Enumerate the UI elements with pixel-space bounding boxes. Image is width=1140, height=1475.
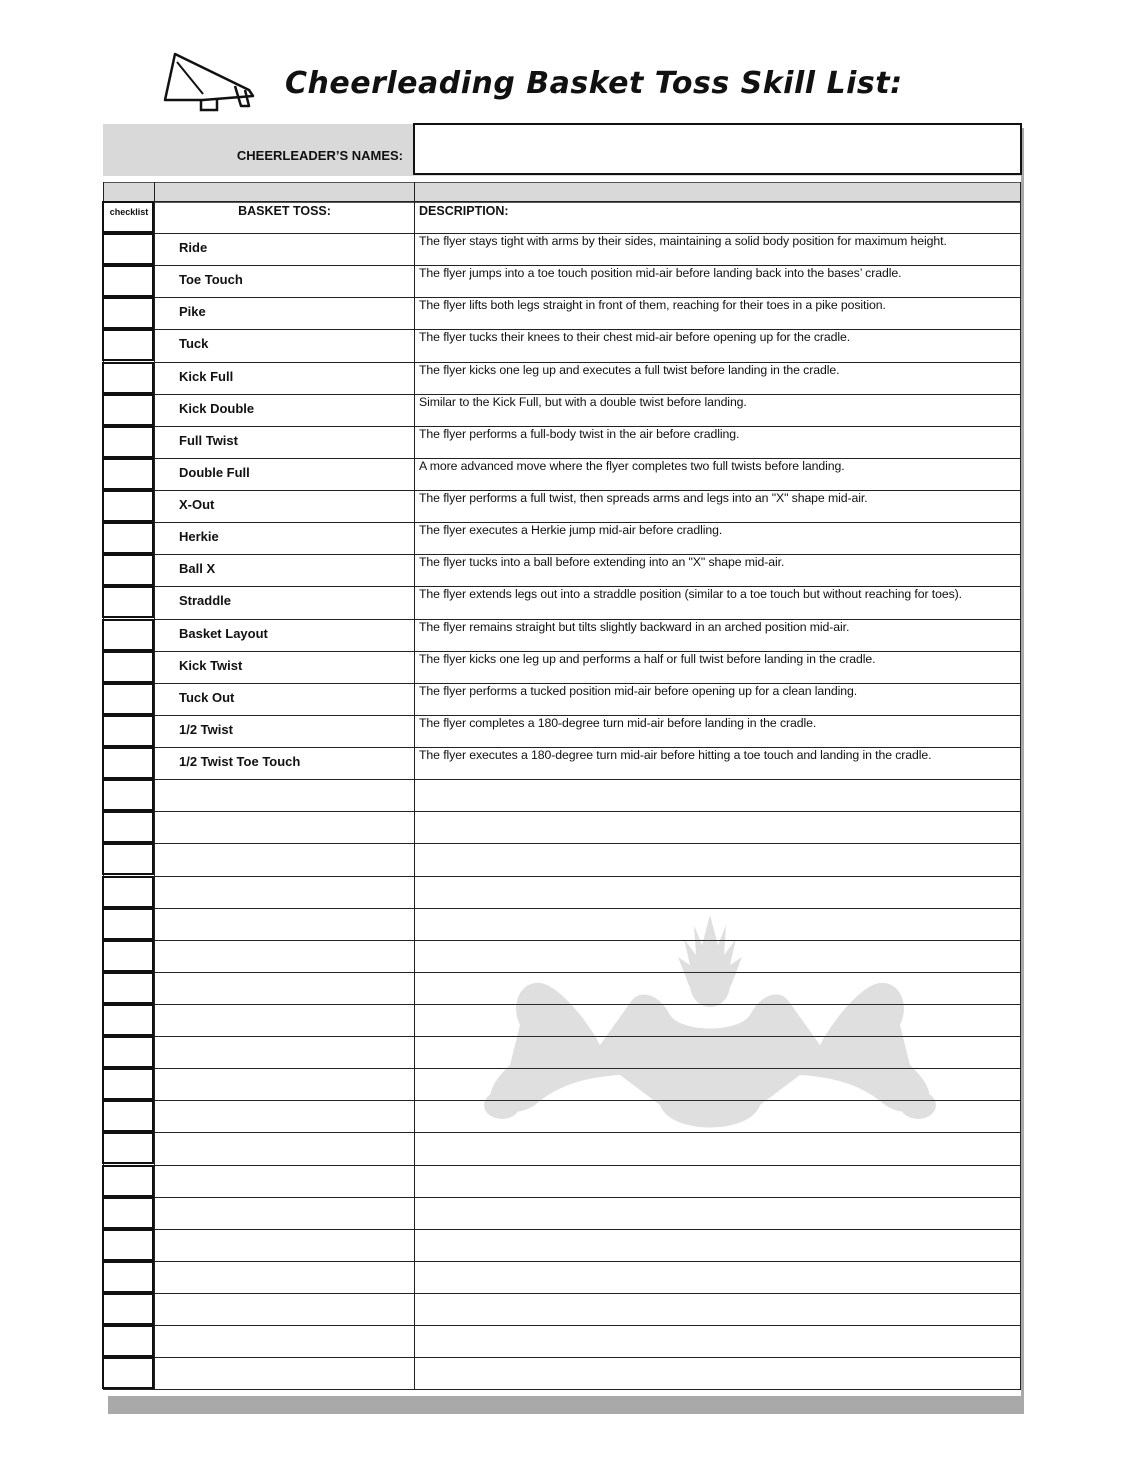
skill-name: X-Out [179, 497, 215, 512]
skill-description: The flyer remains straight but tilts slightly backward in an arched position mid-air. [419, 620, 850, 634]
checklist-checkbox[interactable] [102, 1068, 154, 1100]
skill-description: A more advanced move where the flyer completes two full twists before landing. [419, 459, 845, 473]
checklist-checkbox[interactable] [102, 651, 154, 683]
names-label: CHEERLEADER’S NAMES: [236, 148, 403, 163]
megaphone-icon [163, 50, 255, 114]
column-header-checklist: checklist [109, 207, 149, 217]
checklist-checkbox[interactable] [102, 1004, 154, 1036]
skill-description: The flyer performs a full twist, then spreads arms and legs into an "X" shape mid-air. [419, 491, 868, 505]
checklist-checkbox[interactable] [102, 811, 154, 843]
checklist-checkbox[interactable] [102, 394, 154, 426]
table-row-line [103, 811, 1021, 812]
skill-description: The flyer executes a 180-degree turn mid-air before hitting a toe touch and landing in the cradle. [419, 748, 932, 762]
skill-description: The flyer kicks one leg up and performs a half or full twist before landing in the cradle. [419, 652, 876, 666]
table-row-line [103, 201, 1021, 202]
checklist-header-cell [102, 201, 154, 233]
skill-name: Tuck [179, 336, 209, 351]
table-row-line [103, 779, 1021, 780]
skill-description: The flyer extends legs out into a straddle position (similar to a toe touch but without reaching for toes). [419, 587, 962, 601]
checklist-checkbox[interactable] [102, 1165, 154, 1197]
checklist-checkbox[interactable] [102, 779, 154, 811]
table-row-line [103, 1261, 1021, 1262]
table-row-line [103, 1293, 1021, 1294]
table-row-line [103, 1389, 1021, 1390]
checklist-checkbox[interactable] [102, 715, 154, 747]
table-row-line [103, 1165, 1021, 1166]
checklist-checkbox[interactable] [102, 619, 154, 651]
checklist-checkbox[interactable] [102, 490, 154, 522]
checklist-checkbox[interactable] [102, 1197, 154, 1229]
checklist-checkbox[interactable] [102, 683, 154, 715]
column-header-description: DESCRIPTION: [419, 204, 509, 218]
checklist-column-divider [154, 182, 155, 1389]
table-row-line [103, 1325, 1021, 1326]
checklist-checkbox[interactable] [102, 265, 154, 297]
checklist-checkbox[interactable] [102, 1036, 154, 1068]
skill-name: 1/2 Twist Toe Touch [179, 754, 301, 769]
skill-description: The flyer performs a full-body twist in the air before cradling. [419, 427, 740, 441]
checklist-checkbox[interactable] [102, 554, 154, 586]
table-right-border [1020, 182, 1021, 1389]
skill-name: 1/2 Twist [179, 722, 233, 737]
checklist-checkbox[interactable] [102, 908, 154, 940]
checklist-checkbox[interactable] [102, 586, 154, 618]
checklist-checkbox[interactable] [102, 458, 154, 490]
page-title: Cheerleading Basket Toss Skill List: [285, 66, 903, 101]
checklist-checkbox[interactable] [102, 1132, 154, 1164]
column-header-basket-toss: BASKET TOSS: [238, 204, 331, 218]
checklist-checkbox[interactable] [102, 1229, 154, 1261]
table-row-line [103, 1229, 1021, 1230]
checklist-checkbox[interactable] [102, 1357, 154, 1389]
table-gray-header-row [103, 182, 1021, 203]
table-row-line [103, 1197, 1021, 1198]
checklist-checkbox[interactable] [102, 747, 154, 779]
skill-description: Similar to the Kick Full, but with a double twist before landing. [419, 395, 747, 409]
skill-name: Basket Layout [179, 626, 268, 641]
checklist-checkbox[interactable] [102, 329, 154, 361]
table-row-line [103, 843, 1021, 844]
checklist-checkbox[interactable] [102, 362, 154, 394]
skill-name: Toe Touch [179, 272, 243, 287]
checklist-checkbox[interactable] [102, 233, 154, 265]
checklist-checkbox[interactable] [102, 522, 154, 554]
skill-name: Ball X [179, 561, 216, 576]
table-row-line [103, 876, 1021, 877]
skill-name: Pike [179, 304, 206, 319]
skill-name: Straddle [179, 593, 232, 608]
checklist-checkbox[interactable] [102, 876, 154, 908]
table-row-line [103, 1357, 1021, 1358]
skill-description: The flyer kicks one leg up and executes a full twist before landing in the cradle. [419, 363, 840, 377]
cheerleader-silhouette-icon [480, 905, 940, 1165]
skill-description: The flyer stays tight with arms by their sides, maintaining a solid body position for maximum height. [419, 234, 947, 248]
skill-description: The flyer tucks their knees to their chest mid-air before opening up for the cradle. [419, 330, 851, 344]
skill-description: The flyer tucks into a ball before extending into an "X" shape mid-air. [419, 555, 785, 569]
checklist-checkbox[interactable] [102, 1325, 154, 1357]
skill-description: The flyer executes a Herkie jump mid-air before cradling. [419, 523, 723, 537]
skill-name: Tuck Out [179, 690, 235, 705]
skill-description: The flyer jumps into a toe touch position mid-air before landing back into the bases’ cradle. [419, 266, 902, 280]
skill-name: Kick Twist [179, 658, 243, 673]
checklist-checkbox[interactable] [102, 1293, 154, 1325]
checklist-checkbox[interactable] [102, 843, 154, 875]
cheerleader-names-field[interactable] [413, 123, 1022, 175]
skill-description: The flyer completes a 180-degree turn mid-air before landing in the cradle. [419, 716, 817, 730]
skill-name: Herkie [179, 529, 219, 544]
skill-name: Ride [179, 240, 208, 255]
skill-name: Kick Full [179, 369, 234, 384]
checklist-checkbox[interactable] [102, 940, 154, 972]
checklist-checkbox[interactable] [102, 297, 154, 329]
skill-description: The flyer performs a tucked position mid-air before opening up for a clean landing. [419, 684, 858, 698]
name-column-divider [414, 182, 415, 1389]
checklist-checkbox[interactable] [102, 972, 154, 1004]
checklist-checkbox[interactable] [102, 426, 154, 458]
checklist-checkbox[interactable] [102, 1261, 154, 1293]
checklist-checkbox[interactable] [102, 1100, 154, 1132]
skill-name: Double Full [179, 465, 250, 480]
skill-name: Full Twist [179, 433, 238, 448]
skill-description: The flyer lifts both legs straight in front of them, reaching for their toes in a pike position. [419, 298, 886, 312]
skill-name: Kick Double [179, 401, 255, 416]
